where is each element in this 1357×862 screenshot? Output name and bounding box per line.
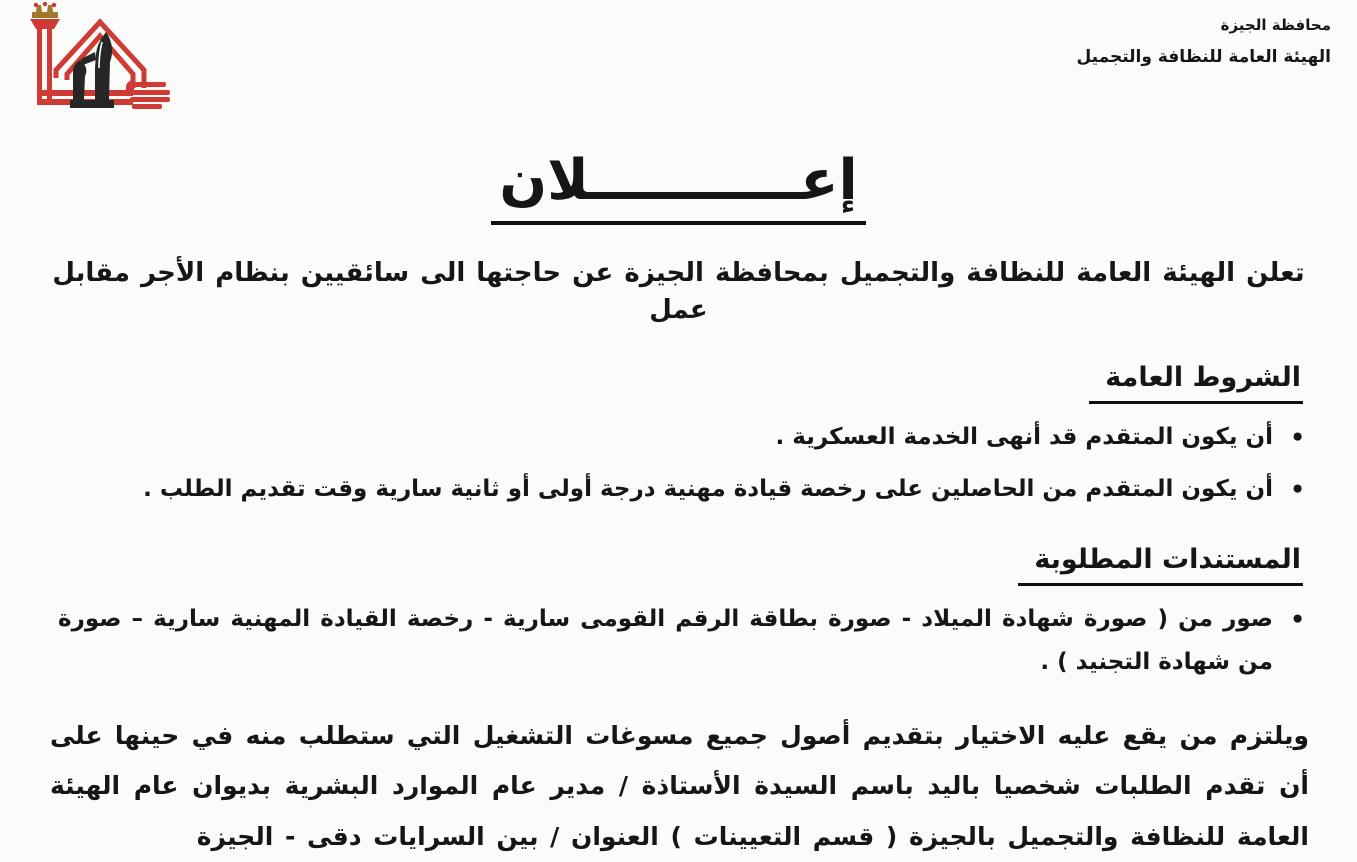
bullet-icon: •	[1290, 476, 1305, 503]
bullet-text: أن يكون المتقدم قد أنهى الخدمة العسكرية .	[775, 424, 1273, 451]
authority-name: الهيئة العامة للنظافة والتجميل	[1076, 47, 1331, 67]
bullet-icon: •	[1290, 425, 1305, 452]
section-heading-required-documents: المستندات المطلوبة	[1018, 544, 1303, 586]
bullet-text: أن يكون المتقدم من الحاصلين على رخصة قيادة مهنية درجة أولى أو ثانية سارية وقت تقديم الطلب .	[143, 475, 1273, 502]
required-documents-list	[58, 598, 1309, 685]
page-title: إعـــــــــــلان	[491, 152, 865, 225]
list-item	[58, 598, 1309, 685]
general-conditions-list	[58, 416, 1309, 511]
section-heading-general-conditions: الشروط العامة	[1089, 362, 1303, 404]
title-wrap	[0, 148, 1357, 225]
list-item	[58, 468, 1309, 512]
org-identity	[1076, 16, 1331, 67]
bullet-icon: •	[1290, 606, 1305, 633]
list-item	[58, 416, 1309, 460]
governorate-name: محافظة الجيزة	[1220, 16, 1331, 34]
giza-authority-emblem-icon	[20, 2, 172, 114]
section-general-conditions	[0, 362, 1303, 404]
bullet-text: صور من ( صورة شهادة الميلاد - صورة بطاقة الرقم القومى سارية - رخصة القيادة المهنية سارية – صورة من شهادة التجنيد ) .	[58, 605, 1273, 676]
intro-paragraph: تعلن الهيئة العامة للنظافة والتجميل بمحافظة الجيزة عن حاجتها الى سائقيين بنظام الأجر مقابل عمل	[52, 257, 1305, 326]
document-header	[0, 0, 1357, 114]
section-required-documents	[0, 544, 1303, 586]
closing-paragraph: ويلتزم من يقع عليه الاختيار بتقديم أصول جميع مسوغات التشغيل التي ستطلب منه في حينها على أن تقدم الطلبات شخصيا باليد باسم السيدة الأستاذة / مدير عام الموارد البشرية بديوان عام الهيئة العامة للنظافة والتجميل بالجيزة ( قسم التعيينات ) العنوان / بين السرايات دقى - الجيزة	[50, 720, 1309, 851]
